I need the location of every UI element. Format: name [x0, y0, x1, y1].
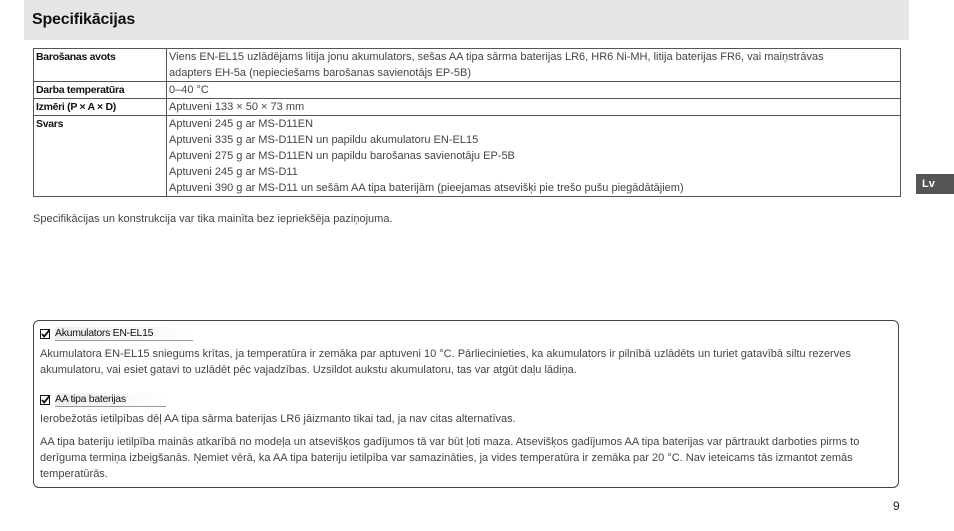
aa-paragraph-1: Ierobežotās ietilpības dēļ AA tipa sārma baterijas LR6 jāizmanto tikai tad, ja nav citas alternatīvas. [40, 413, 516, 425]
spec-value-line: adapters EH-5a (nepieciešams barošanas savienotājs EP-5B) [169, 67, 472, 79]
spec-value-line: Aptuveni 245 g ar MS-D11EN [169, 118, 314, 130]
language-tab: Lv [916, 174, 954, 194]
aa-paragraph-2: AA tipa bateriju ietilpība mainās atkarībā no modeļa un atsevišķos gadījumos tā var būt ļoti maza. Atsevišķos gadījumos AA tipa baterijas var pārtraukt darboties pirms to derīguma termiņa izbeigšanās. Ņemiet vērā, ka AA tipa bateriju ietilpība var samazināties, ja vides temperatūra ir zemāka par 20 °C. Nav ieteicams tās izmantot zemās temperatūrās. [40, 436, 860, 480]
checkbox-icon [40, 329, 50, 339]
spec-value-line: Aptuveni 275 g ar MS-D11EN un papildu barošanas savienotāju EP-5B [169, 150, 515, 162]
caution-box [33, 320, 899, 488]
spec-value-line: Aptuveni 245 g ar MS-D11 [169, 166, 298, 178]
heading-label: Akumulators EN-EL15 [55, 327, 193, 341]
spec-row [34, 49, 901, 82]
caution-heading-battery [40, 327, 193, 341]
spec-table [33, 48, 901, 197]
spec-value-line: Aptuveni 390 g ar MS-D11 un sešām AA tipa baterijām (pieejamas atsevišķi pie trešo pušu piegādātājiem) [169, 182, 684, 194]
spec-label: Svars [34, 116, 167, 197]
spec-value [167, 99, 901, 116]
spec-row [34, 116, 901, 197]
spec-value-line: 0–40 °C [169, 84, 209, 96]
spec-row [34, 99, 901, 116]
spec-value [167, 116, 901, 197]
spec-label: Darba temperatūra [34, 82, 167, 99]
spec-label: Barošanas avots [34, 49, 167, 82]
change-notice: Specifikācijas un konstrukcija var tika mainīta bez iepriekšēja paziņojuma. [33, 213, 393, 225]
page-number: 9 [893, 499, 900, 513]
page-title: Specifikācijas [32, 11, 136, 28]
spec-value [167, 49, 901, 82]
spec-row [34, 82, 901, 99]
checkbox-icon [40, 395, 50, 405]
title-bar [24, 0, 909, 40]
caution-heading-aa [40, 393, 166, 407]
battery-paragraph: Akumulatora EN-EL15 sniegums krītas, ja temperatūra ir zemāka par aptuveni 10 °C. Pārliecinieties, ka akumulators ir pilnībā uzlādēts un turiet gatavībā siltu rezerves akumulatoru, vai esiet gatavi to uzlādēt pēc vajadzības. Uzsildot aukstu akumulatoru, tas var atgūt daļu lādiņa. [40, 348, 851, 376]
spec-label: Izmēri (P × A × D) [34, 99, 167, 116]
spec-value [167, 82, 901, 99]
heading-label: AA tipa baterijas [55, 393, 166, 407]
spec-value-line: Viens EN-EL15 uzlādējams litija jonu akumulators, sešas AA tipa sārma baterijas LR6, HR6 Ni-MH, litija baterijas FR6, vai maiņstrāvas [169, 51, 824, 63]
spec-value-line: Aptuveni 133 × 50 × 73 mm [169, 101, 305, 113]
spec-value-line: Aptuveni 335 g ar MS-D11EN un papildu akumulatoru EN-EL15 [169, 134, 479, 146]
